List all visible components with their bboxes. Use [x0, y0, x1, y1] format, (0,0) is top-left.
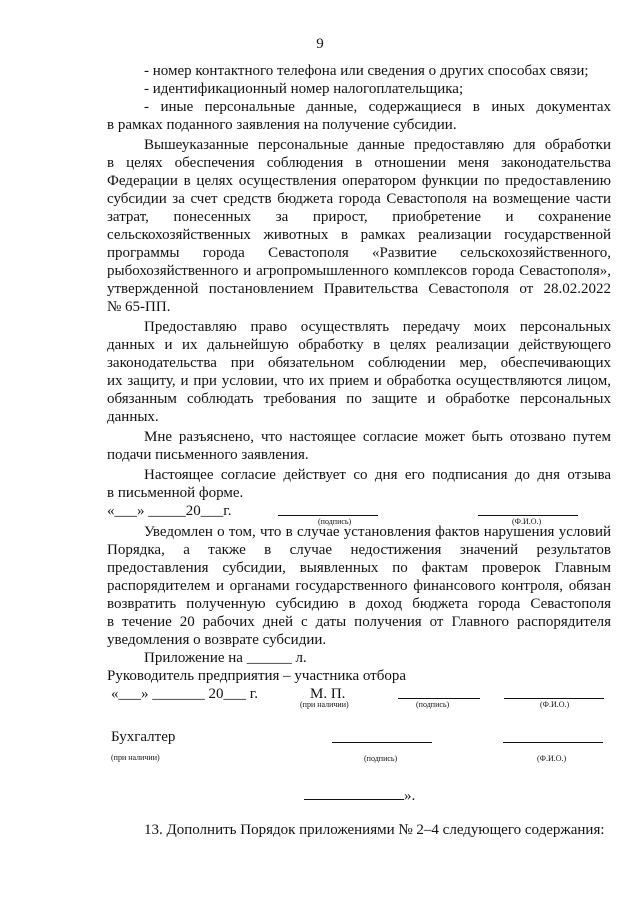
- text-line: данных и их дальнейшую обработку в целях реализации действующего: [107, 337, 611, 353]
- text-line: возвратить полученную субсидию в доход бюджета города Севастополя: [107, 596, 611, 612]
- text-line: - идентификационный номер налогоплательщика;: [144, 81, 464, 97]
- text-line: обязанным соблюдать требования по защите и обработке персональных: [107, 391, 611, 407]
- text-line: Предоставляю право осуществлять передачу моих персональных: [144, 319, 611, 335]
- text-line: в течение 20 рабочих дней с даты получения от Главного распорядителя: [107, 614, 611, 630]
- text-line: подачи письменного заявления.: [107, 447, 309, 463]
- signature-caption: (подпись): [364, 754, 398, 763]
- name-caption: (Ф.И.О.): [512, 517, 542, 526]
- text-line: предоставления субсидии, выявленных по фактам проверок Главным: [107, 560, 611, 576]
- text-line: законодательства при обязательном соблюдении мер, обеспечивающих: [107, 355, 611, 371]
- text-line: субсидии за счет средств бюджета города Севастополя на возмещение части: [107, 191, 611, 207]
- attachment-line: Приложение на ______ л.: [144, 650, 307, 666]
- signature-caption: (подпись): [318, 517, 352, 526]
- text-line: в письменной форме.: [107, 485, 244, 501]
- text-line: Настоящее согласие действует со дня его подписания до дня отзыва: [144, 467, 611, 483]
- text-line: Федерации в целях осуществления оператором функции по предоставлению: [107, 173, 611, 189]
- closing-quote: ».: [404, 788, 416, 804]
- text-line: Уведомлен о том, что в случае установления фактов нарушения условий: [144, 524, 611, 540]
- text-line: 13. Дополнить Порядок приложениями № 2–4 следующего содержания:: [144, 822, 605, 838]
- head-title: Руководитель предприятия – участника отбора: [107, 668, 407, 684]
- closing-line: [304, 799, 404, 800]
- if-any-caption: (при наличии): [300, 700, 349, 709]
- text-line: в целях обеспечения соблюдения в отношении меня законодательства: [107, 155, 611, 171]
- text-line: - иные персональные данные, содержащиеся в иных документах: [144, 99, 611, 115]
- name-line: [503, 742, 603, 743]
- name-caption: (Ф.И.О.): [540, 700, 570, 709]
- text-line: программы города Севастополя «Развитие сельскохозяйственного,: [107, 245, 611, 261]
- text-line: уведомления о возврате субсидии.: [107, 632, 327, 648]
- signature-line: [332, 742, 432, 743]
- if-any-caption: (при наличии): [111, 753, 160, 762]
- text-line: Мне разъяснено, что настоящее согласие может быть отозвано путем: [144, 429, 611, 445]
- signature-caption: (подпись): [416, 700, 450, 709]
- text-line: № 65-ПП.: [107, 299, 171, 315]
- stamp-place: М. П.: [310, 686, 346, 702]
- text-line: данных.: [107, 409, 159, 425]
- text-line: затрат, понесенных за прирост, приобретение и сохранение: [107, 209, 611, 225]
- date-field: «___» _____20___г.: [107, 503, 232, 519]
- text-line: утвержденной постановлением Правительства Севастополя от 28.02.2022: [107, 281, 611, 297]
- signature-line: [278, 515, 378, 516]
- accountant-title: Бухгалтер: [111, 729, 176, 745]
- text-line: - номер контактного телефона или сведения о других способах связи;: [144, 63, 589, 79]
- text-line: распорядителем и органами государственного финансового контроля, обязан: [107, 578, 611, 594]
- name-caption: (Ф.И.О.): [537, 754, 567, 763]
- text-line: рыбохозяйственного и агропромышленного комплексов города Севастополя»,: [107, 263, 611, 279]
- text-line: Порядка, а также в случае недостижения значений результатов: [107, 542, 611, 558]
- text-line: Вышеуказанные персональные данные предоставляю для обработки: [144, 137, 611, 153]
- name-line: [504, 698, 604, 699]
- text-line: сельскохозяйственных животных в рамках реализации государственной: [107, 227, 611, 243]
- text-line: их защиту, и при условии, что их прием и обработка осуществляются лицом,: [107, 373, 611, 389]
- date-field: «___» _______ 20___ г.: [111, 686, 258, 702]
- signature-line: [398, 698, 480, 699]
- page-number: 9: [316, 36, 324, 52]
- name-line: [478, 515, 578, 516]
- text-line: в рамках поданного заявления на получение субсидии.: [107, 117, 457, 133]
